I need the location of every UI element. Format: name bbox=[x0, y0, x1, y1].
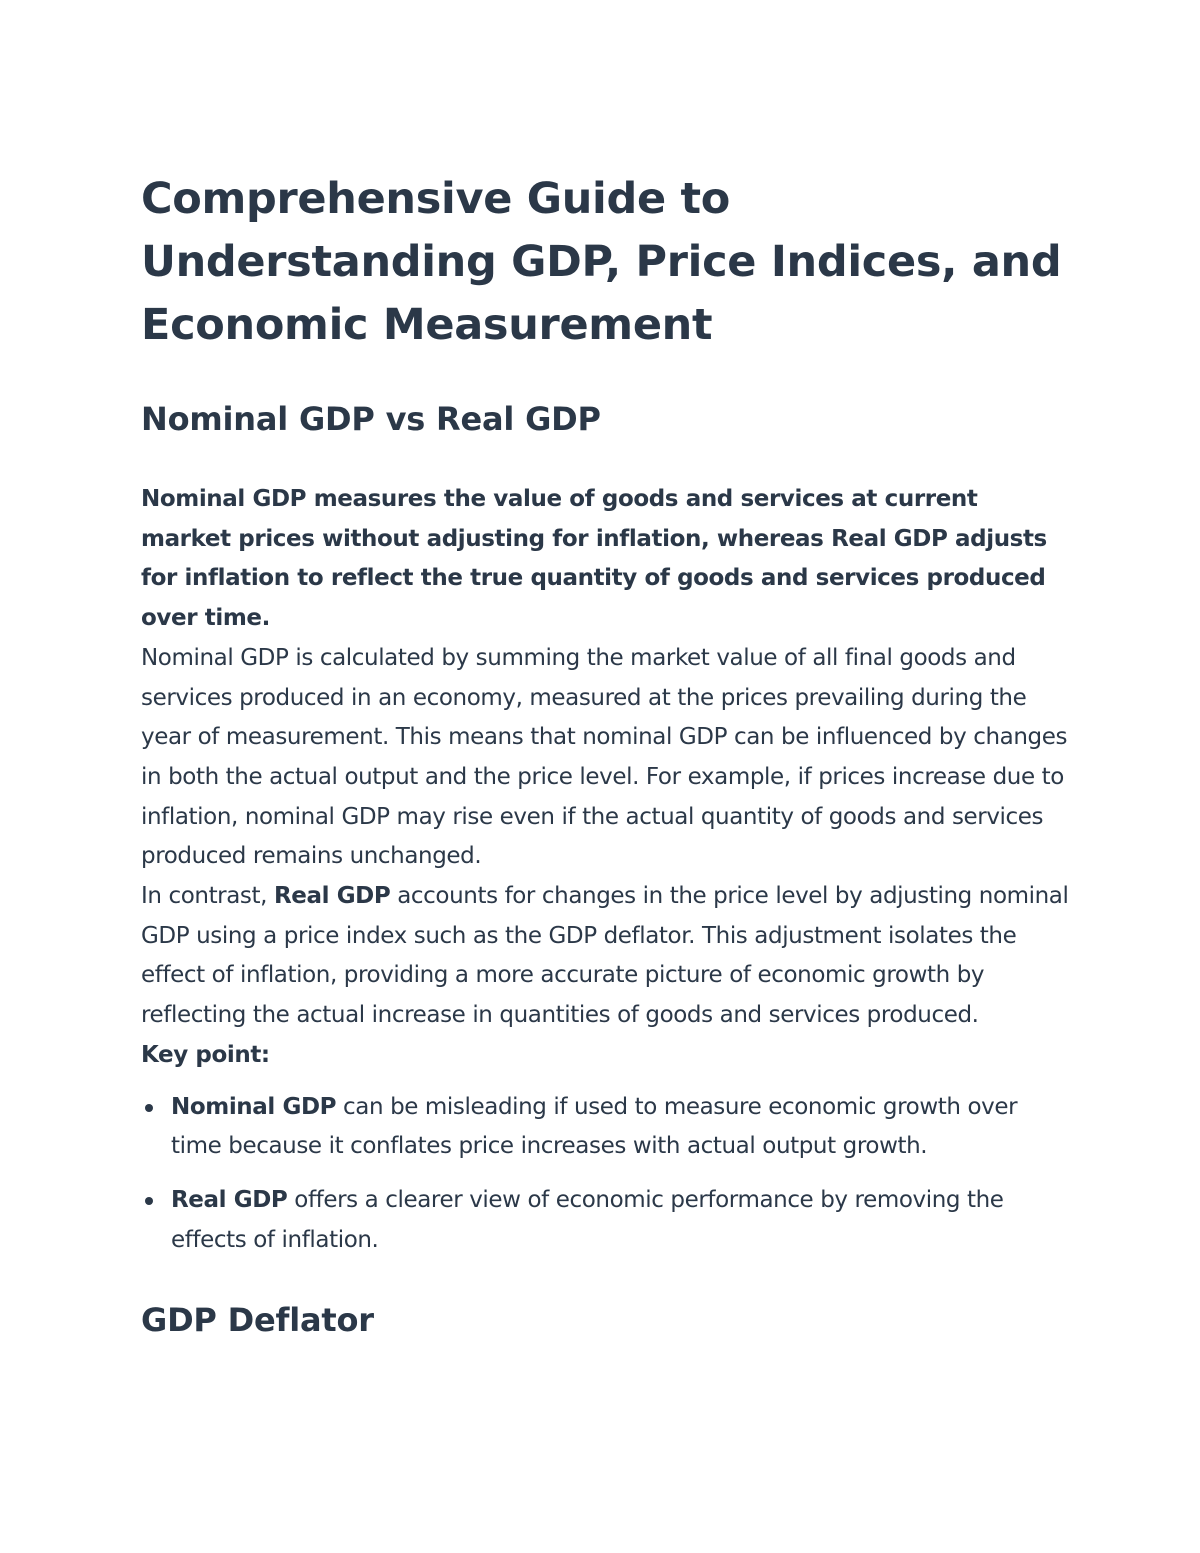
paragraph-real-gdp-term: Real GDP bbox=[273, 883, 391, 910]
paragraph-real-gdp-prefix: In contrast, bbox=[141, 883, 274, 910]
list-item bbox=[141, 1181, 1071, 1260]
list-item-term: Nominal GDP bbox=[171, 1093, 337, 1120]
section-heading-gdp-deflator: GDP Deflator bbox=[141, 1301, 374, 1340]
list-item-text: can be misleading if used to measure economic growth over time because it conflates price increases with actual output growth. bbox=[171, 1093, 1018, 1160]
list-item bbox=[141, 1088, 1071, 1167]
section-heading-nominal-vs-real: Nominal GDP vs Real GDP bbox=[141, 400, 601, 438]
list-item-term: Real GDP bbox=[171, 1186, 288, 1213]
paragraph-real-gdp bbox=[141, 877, 1071, 1036]
bullet-dot-icon bbox=[145, 1197, 153, 1205]
document-page bbox=[141, 168, 1071, 1340]
document-title: Comprehensive Guide to Understanding GDP, Price Indices, and Economic Measurement bbox=[141, 174, 1062, 350]
paragraph-real-gdp-text: accounts for changes in the price level by adjusting nominal GDP using a price index such as the GDP deflator. This adjustment isolates the effect of inflation, providing a more accurate picture of economic growth by reflecting the actual increase in quantities of goods and services produced. bbox=[141, 883, 1069, 1029]
lead-paragraph: Nominal GDP measures the value of goods and services at current market prices without adjusting for inflation, whereas Real GDP adjusts for inflation to reflect the true quantity of goods and services produced over time. bbox=[141, 486, 1047, 632]
bullet-dot-icon bbox=[145, 1104, 153, 1112]
key-point-label: Key point: bbox=[141, 1041, 270, 1068]
paragraph-nominal-gdp: Nominal GDP is calculated by summing the market value of all final goods and services produced in an economy, measured at the prices prevailing during the year of measurement. This means that nominal GDP can be influenced by changes in both the actual output and the price level. For example, if prices increase due to inflation, nominal GDP may rise even if the actual quantity of goods and services produced remains unchanged. bbox=[141, 644, 1068, 870]
key-point-list bbox=[141, 1088, 1071, 1261]
list-item-text: offers a clearer view of economic performance by removing the effects of inflation. bbox=[171, 1186, 1004, 1253]
